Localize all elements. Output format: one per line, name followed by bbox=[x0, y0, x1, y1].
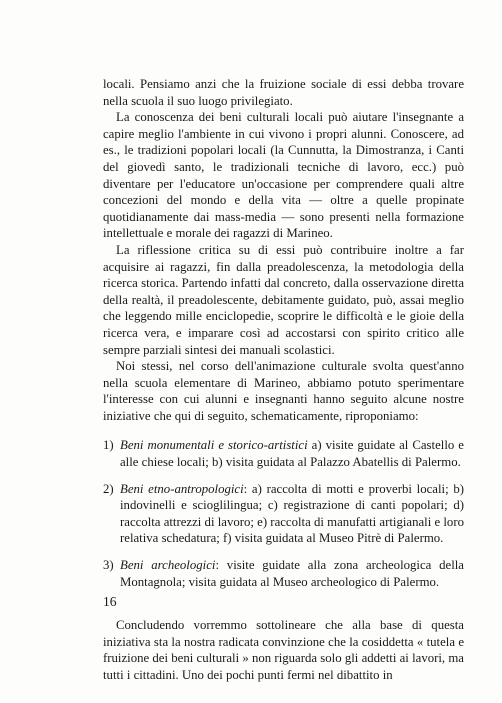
list-item-text: : a) raccolta di motti e proverbi locali; b) indovinelli e scioglilingua; c) registrazione di canti popolari; d) raccolta attrezzi di lavoro; e) raccolta di manufatti artigianali e loro relativa schedatura; f) visita guidata al Museo Pitrè di Palermo. bbox=[120, 481, 464, 546]
page-body bbox=[103, 76, 464, 684]
paragraph: La conoscenza dei beni culturali locali può aiutare l'insegnante a capire meglio l'ambiente in cui vivono i propri alunni. Conoscere, ad es., le tradizioni popolari locali (la Cunnutta, la Dimostranza, i Canti del giovedì santo, le tradizionali tecniche di lavoro, ecc.) può diventare per l'educatore un'occasione per comprendere quali altre concezioni del mondo e della vita — oltre a quelle propinate quotidianamente dai mass-media — sono presenti nella formazione intellettuale e morale dei ragazzi di Marineo. bbox=[103, 110, 464, 241]
spacer bbox=[103, 600, 464, 617]
list-item bbox=[103, 437, 464, 470]
list-item-category: Beni etno-antropologici bbox=[120, 481, 244, 496]
list-item bbox=[103, 481, 464, 547]
initiatives-list bbox=[103, 437, 464, 590]
page-number: 16 bbox=[103, 594, 117, 609]
paragraph: La riflessione critica su di essi può contribuire inoltre a far acquisire ai ragazzi, fin dalla preadolescenza, la metodologia della ricerca storica. Partendo infatti dal concreto, dalla osservazione diretta della realtà, il preadolescente, debitamente guidato, può, assai meglio che leggendo mille enciclopedie, scoprire le difficoltà e le gioie della ricerca vera, e imparare così ad accostarsi con spirito critico alle sempre parziali sintesi dei manuali scolastici. bbox=[103, 242, 464, 357]
paragraph: locali. Pensiamo anzi che la fruizione sociale di essi debba trovare nella scuola il suo luogo privilegiato. bbox=[103, 77, 464, 108]
list-item-category: Beni monumentali e storico-artistici bbox=[120, 438, 308, 453]
list-item bbox=[103, 557, 464, 590]
paragraph: Concludendo vorremmo sottolineare che alla base di questa iniziativa sta la nostra radicata convinzione che la cosiddetta « tutela e fruizione dei beni culturali » non riguarda solo gli addetti ai lavori, ma tutti i cittadini. Uno dei pochi punti fermi nel dibattito in bbox=[103, 618, 464, 682]
list-item-number: 2) bbox=[103, 481, 114, 496]
list-item-text: a) visite guidate al Castello e alle chiese locali; b) visita guidata al Palazzo Abatellis di Palermo. bbox=[120, 438, 464, 470]
list-item-number: 3) bbox=[103, 558, 114, 573]
list-item-category: Beni archeologici bbox=[120, 558, 216, 573]
list-item-text: : visite guidate alla zona archeologica della Montagnola; visita guidata al Museo archeologico di Palermo. bbox=[120, 558, 464, 589]
list-item-number: 1) bbox=[103, 438, 114, 453]
paragraph: Noi stessi, nel corso dell'animazione culturale svolta quest'anno nella scuola elementare di Marineo, abbiamo potuto sperimentare l'interesse con cui alunni e insegnanti hanno seguito alcune nostre iniziative che qui di seguito, schematicamente, riproponiamo: bbox=[103, 359, 464, 423]
